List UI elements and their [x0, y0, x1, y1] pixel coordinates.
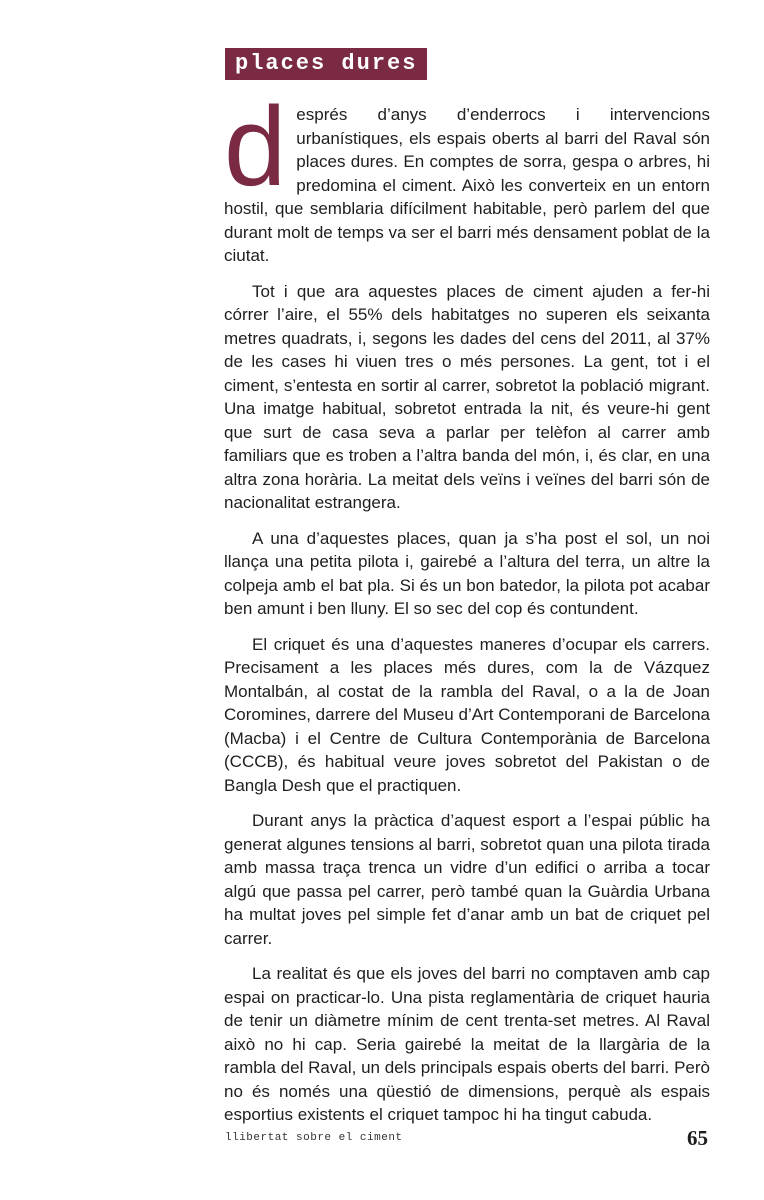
paragraph-2: Tot i que ara aquestes places de ciment ajuden a fer-hi córrer l’aire, el 55% dels habitatges no superen els seixanta metres quadrats, i, segons les dades del cens del 2011, al 37% de les cases hi viuen tres o més persones. La gent, tot i el ciment, s’entesta en sortir al carrer, sobretot la població migrant. Una imatge habitual, sobretot entrada la nit, és veure-hi gent que surt de casa seva a parlar per telèfon al carrer amb familiars que es troben a l’altra banda del món, i, és clar, en una altra zona horària. La meitat dels veïns i veïnes del barri són de nacionalitat estrangera.	[224, 281, 710, 512]
paragraph-1-text: esprés d’anys d’enderrocs i intervencions urbanístiques, els espais oberts al barri del Raval són places dures. En comptes de sorra, gespa o arbres, hi predomina el ciment. Això les converteix en un entorn hostil, que semblaria difícilment habitable, però parlem del que durant molt de temps va ser el barri més densament poblat de la ciutat.	[224, 105, 710, 265]
paragraph-4: El criquet és una d’aquestes maneres d’ocupar els carrers. Precisament a les places més dures, com la de Vázquez Montalbán, al costat de la rambla del Raval, o a la de Joan Coromines, darrere del Museu d’Art Contemporani de Barcelona (Macba) i el Centre de Cultura Contemporània de Barcelona (CCCB), és habitual veure joves sobretot del Pakistan o de Bangla Desh que el practiquen.	[224, 634, 710, 795]
drop-cap: d	[224, 84, 287, 209]
paragraph-6: La realitat és que els joves del barri no comptaven amb cap espai on practicar-lo. Una pista reglamentària de criquet hauria de tenir un diàmetre mínim de cent trenta-set metres. Al Raval això no hi cap. Seria gairebé la meitat de la llargària de la rambla del Raval, un dels principals espais oberts del barri. Però no és només una qüestió de dimensions, perquè als espais esportius existents el criquet tampoc hi ha tingut cabuda.	[224, 964, 710, 1124]
paragraph-5: Durant anys la pràctica d’aquest esport a l’espai públic ha generat algunes tensions al barri, sobretot quan una pilota tirada amb massa traça trenca un vidre d’un edifici o arriba a tocar algú que passa pel carrer, però també quan la Guàrdia Urbana ha multat joves pel simple fet d’anar amb un bat de criquet pel carrer.	[224, 811, 710, 948]
paragraph-1	[224, 84, 710, 268]
article-body	[224, 84, 710, 1139]
section-title: places dures	[225, 48, 427, 80]
page-number: 65	[687, 1126, 708, 1150]
paragraph-3: A una d’aquestes places, quan ja s’ha post el sol, un noi llança una petita pilota i, gairebé a l’altura del terra, un altre la colpeja amb el bat pla. Si és un bon batedor, la pilota pot acabar ben amunt i ben lluny. El so sec del cop és contundent.	[224, 528, 710, 618]
running-title: llibertat sobre el ciment	[225, 1132, 403, 1144]
